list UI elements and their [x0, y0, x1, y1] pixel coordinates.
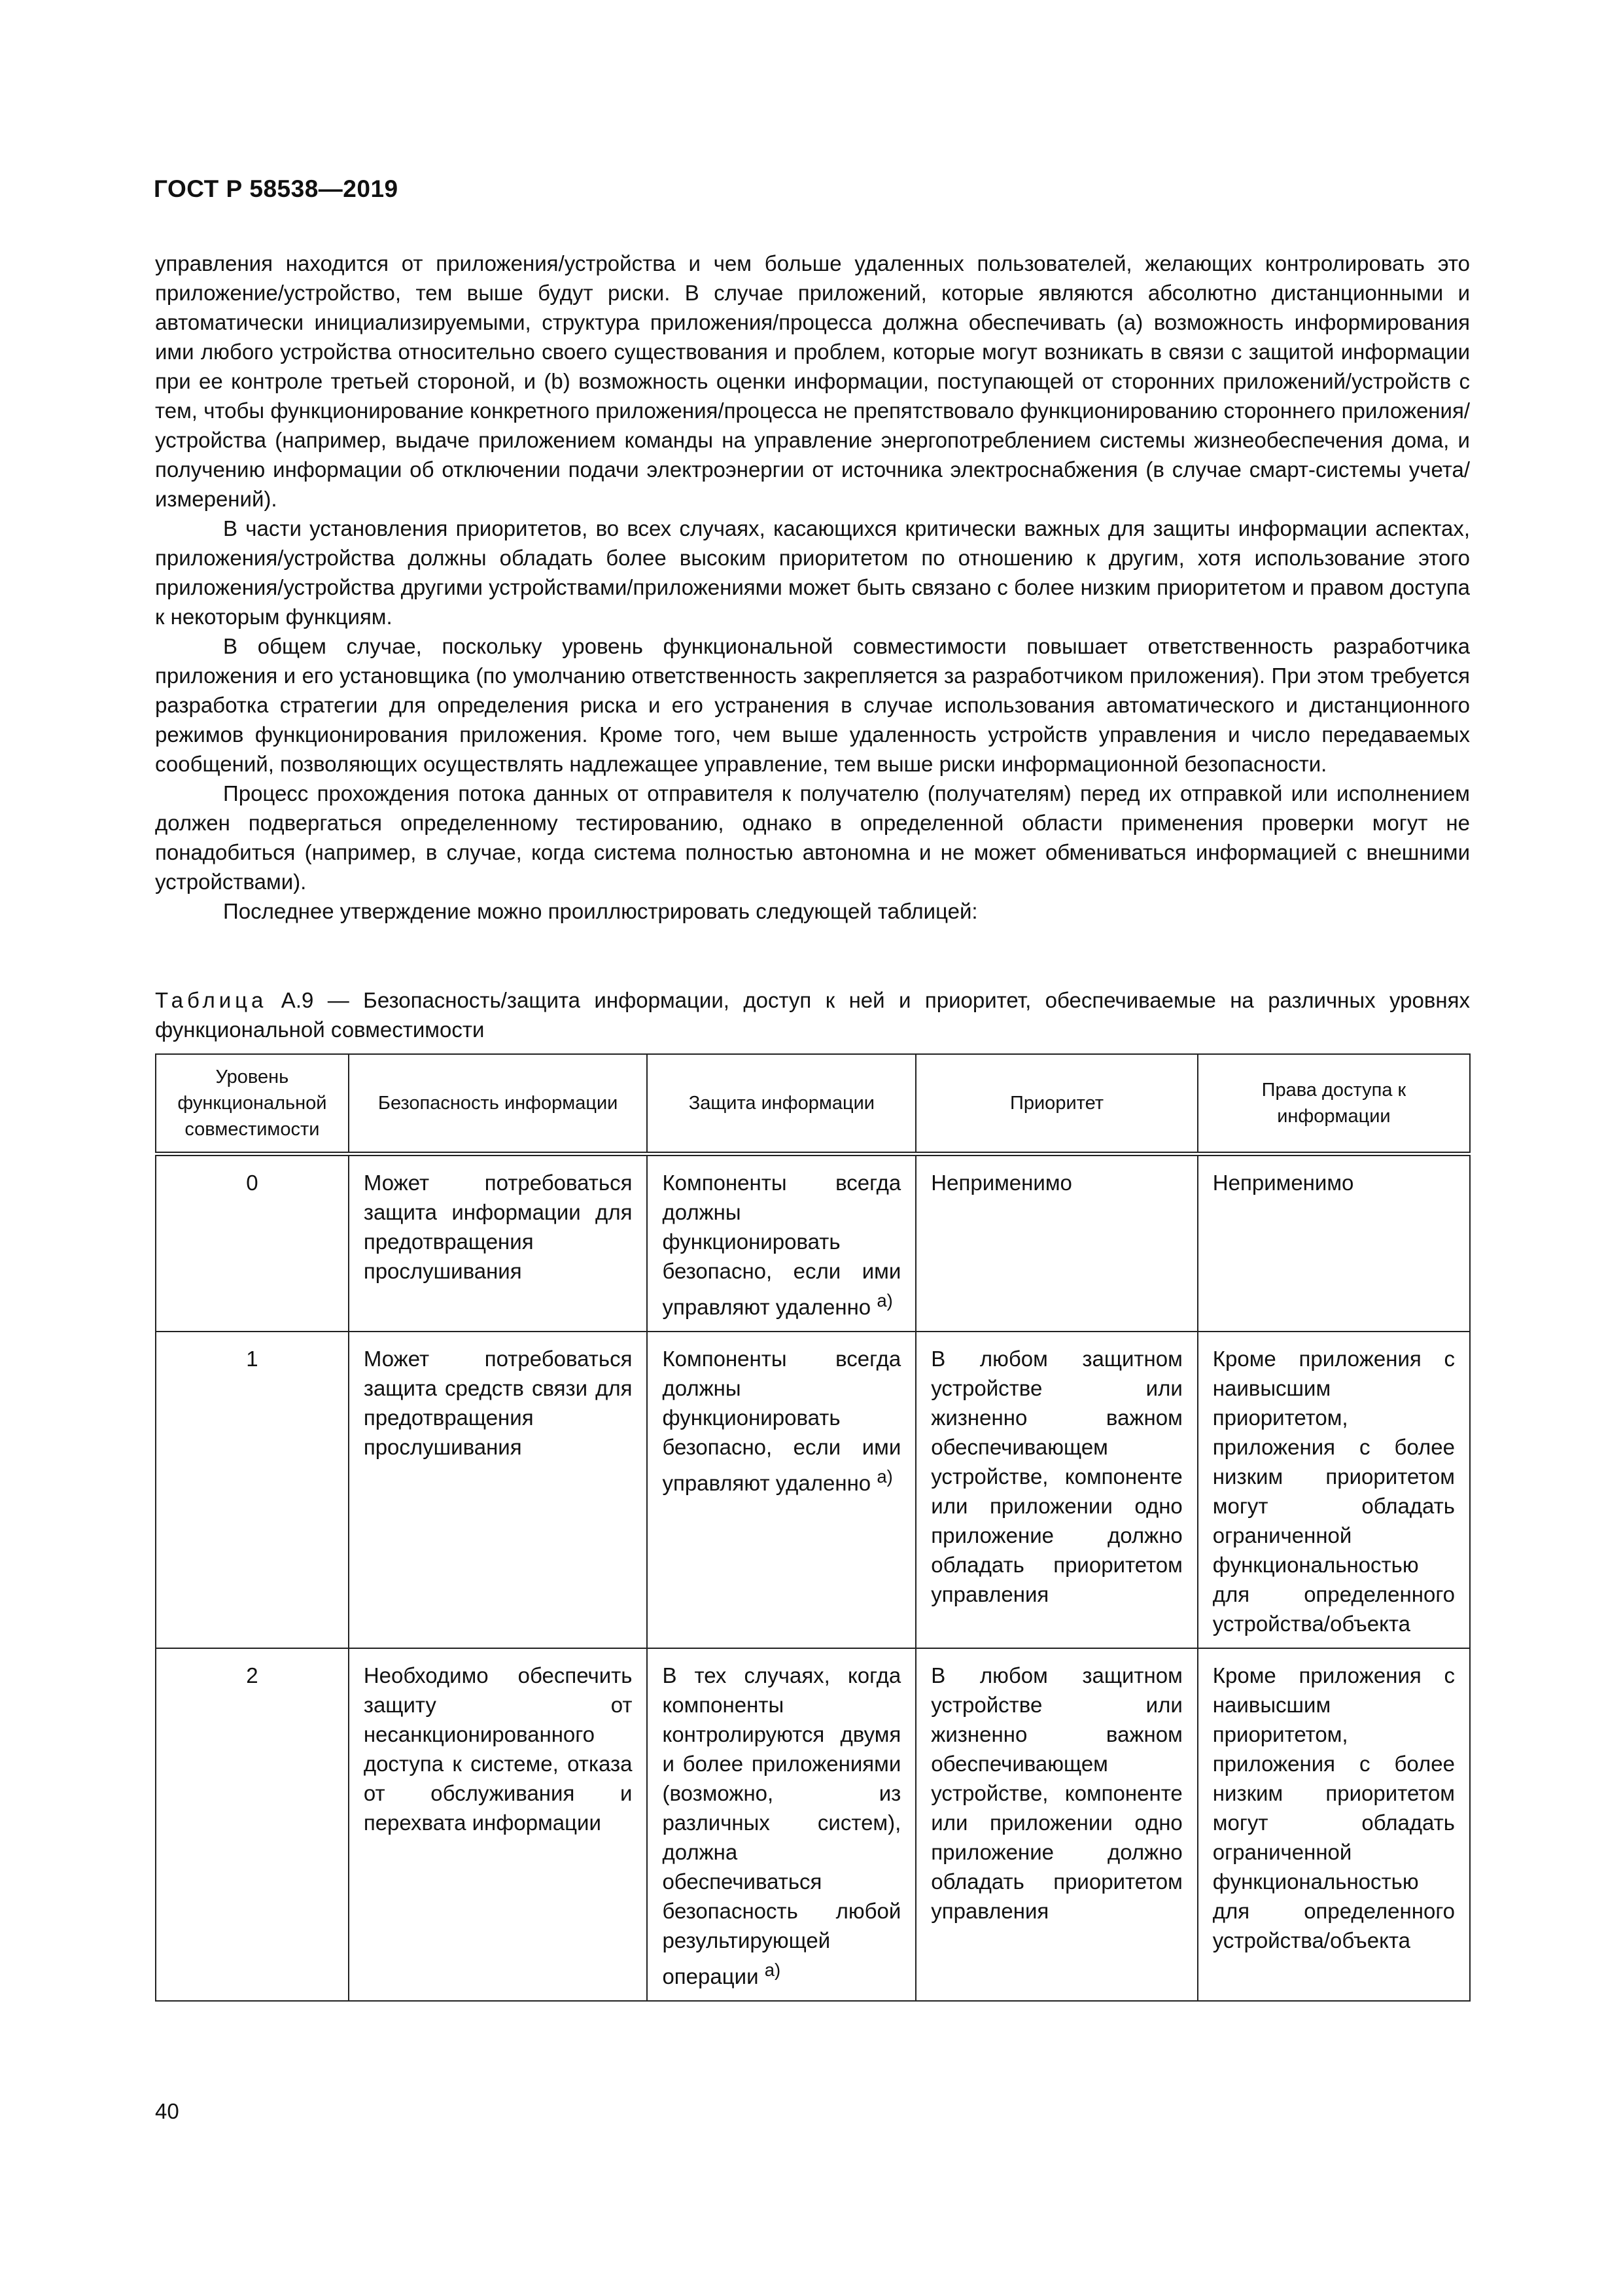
footnote-mark: а) [764, 1960, 781, 1980]
header-level: Уровень функциональной совместимости [156, 1054, 349, 1154]
cell-security: Может потребоваться защита средств связи для предотвращения прослушивания [349, 1332, 648, 1648]
cell-access: Неприменимо [1198, 1154, 1470, 1332]
table-header-row [156, 1054, 1470, 1154]
paragraph: В общем случае, поскольку уровень функциональной совместимости повышает ответственность разработчика приложения и его установщика (по умолчанию ответственность закрепляется за разработчиком приложения). При этом требуется разработка стратегии для определения риска и его устранения в случае использования автоматического и дистанционного режимов функционирования приложения. Кроме того, чем выше удаленность устройств управления и число передаваемых сообщений, позволяющих осуществлять надлежащее управление, тем выше риски информационной безопасности. [155, 634, 1470, 776]
interoperability-table [155, 1053, 1471, 2002]
cell-priority: Неприменимо [916, 1154, 1198, 1332]
cell-priority: В любом защитном устройстве или жизненно важном обеспечивающем устройстве, компоненте или приложении одно приложение должно обладать приоритетом управления [916, 1332, 1198, 1648]
page-number: 40 [155, 2099, 179, 2123]
table-caption [155, 985, 1470, 1044]
table-row [156, 1332, 1470, 1648]
cell-security: Необходимо обеспечить защиту от несанкционированного доступа к системе, отказа от обслуживания и перехвата информации [349, 1648, 648, 2001]
table-caption-label: Таблица [155, 988, 268, 1012]
body-text [155, 249, 1470, 926]
header-security: Безопасность информации [349, 1054, 648, 1154]
cell-protection-text: В тех случаях, когда компоненты контролируются двумя и более приложениями (возможно, из различных систем), должна обеспечиваться безопасность любой результирующей операции [662, 1663, 901, 1988]
cell-protection-text: Компоненты всегда должны функционировать безопасно, если ими управляют удаленно [662, 1171, 901, 1319]
paragraph: Процесс прохождения потока данных от отправителя к получателю (получателям) перед их отправкой или исполнением должен подвергаться определенному тестированию, однако в определенной области применения проверки могут не понадобиться (например, в случае, когда система полностью автономна и не может обмениваться информацией с внешними устройствами). [155, 781, 1470, 894]
paragraph: В части установления приоритетов, во всех случаях, касающихся критически важных для защиты информации аспектах, приложения/устройства должны обладать более высоким приоритетом по отношению к другим, хотя использование этого приложения/устройства другими устройствами/приложениями может быть связано с более низким приоритетом и правом доступа к некоторым функциям. [155, 516, 1470, 629]
table-caption-text: А.9 — Безопасность/защита информации, доступ к ней и приоритет, обеспечиваемые на различных уровнях функциональной совместимости [155, 988, 1470, 1042]
cell-priority: В любом защитном устройстве или жизненно важном обеспечивающем устройстве, компоненте или приложении одно приложение должно обладать приоритетом управления [916, 1648, 1198, 2001]
table-row [156, 1648, 1470, 2001]
cell-protection [647, 1332, 916, 1648]
cell-level: 0 [156, 1154, 349, 1332]
cell-protection [647, 1648, 916, 2001]
footnote-mark: а) [877, 1466, 893, 1487]
cell-protection-text: Компоненты всегда должны функционировать безопасно, если ими управляют удаленно [662, 1347, 901, 1495]
footnote-mark: а) [877, 1290, 893, 1311]
header-access: Права доступа к информации [1198, 1054, 1470, 1154]
cell-protection [647, 1154, 916, 1332]
cell-access: Кроме приложения с наивысшим приоритетом, приложения с более низким приоритетом могут обладать ограниченной функциональностью для определенного устройства/объекта [1198, 1648, 1470, 2001]
cell-security: Может потребоваться защита информации для предотвращения прослушивания [349, 1154, 648, 1332]
header-protection: Защита информации [647, 1054, 916, 1154]
paragraph: управления находится от приложения/устройства и чем больше удаленных пользователей, желающих контролировать это приложение/устройство, тем выше будут риски. В случае приложений, которые являются абсолютно дистанционными и автоматически инициализируемыми, структура приложения/процесса должна обеспечивать (a) возможность информирования ими любого устройства относительно своего существования и проблем, которые могут возникать в связи с защитой информации при ее контроле третьей стороной, и (b) возможность оценки информации, поступающей от сторонних приложений/устройств с тем, чтобы функционирование конкретного приложения/процесса не препятствовало функционированию стороннего приложения/ устройства (например, выдаче приложением команды на управление энергопотреблением системы жизнеобеспечения дома, и получению информации об отключении подачи электроэнергии от источника электроснабжения (в случае смарт-системы учета/измерений). [155, 251, 1470, 511]
cell-level: 2 [156, 1648, 349, 2001]
cell-level: 1 [156, 1332, 349, 1648]
cell-access: Кроме приложения с наивысшим приоритетом, приложения с более низким приоритетом могут обладать ограниченной функциональностью для определенного устройства/объекта [1198, 1332, 1470, 1648]
header-priority: Приоритет [916, 1054, 1198, 1154]
document-code-header: ГОСТ Р 58538—2019 [154, 175, 398, 202]
table-row [156, 1154, 1470, 1332]
paragraph: Последнее утверждение можно проиллюстрировать следующей таблицей: [223, 899, 978, 923]
